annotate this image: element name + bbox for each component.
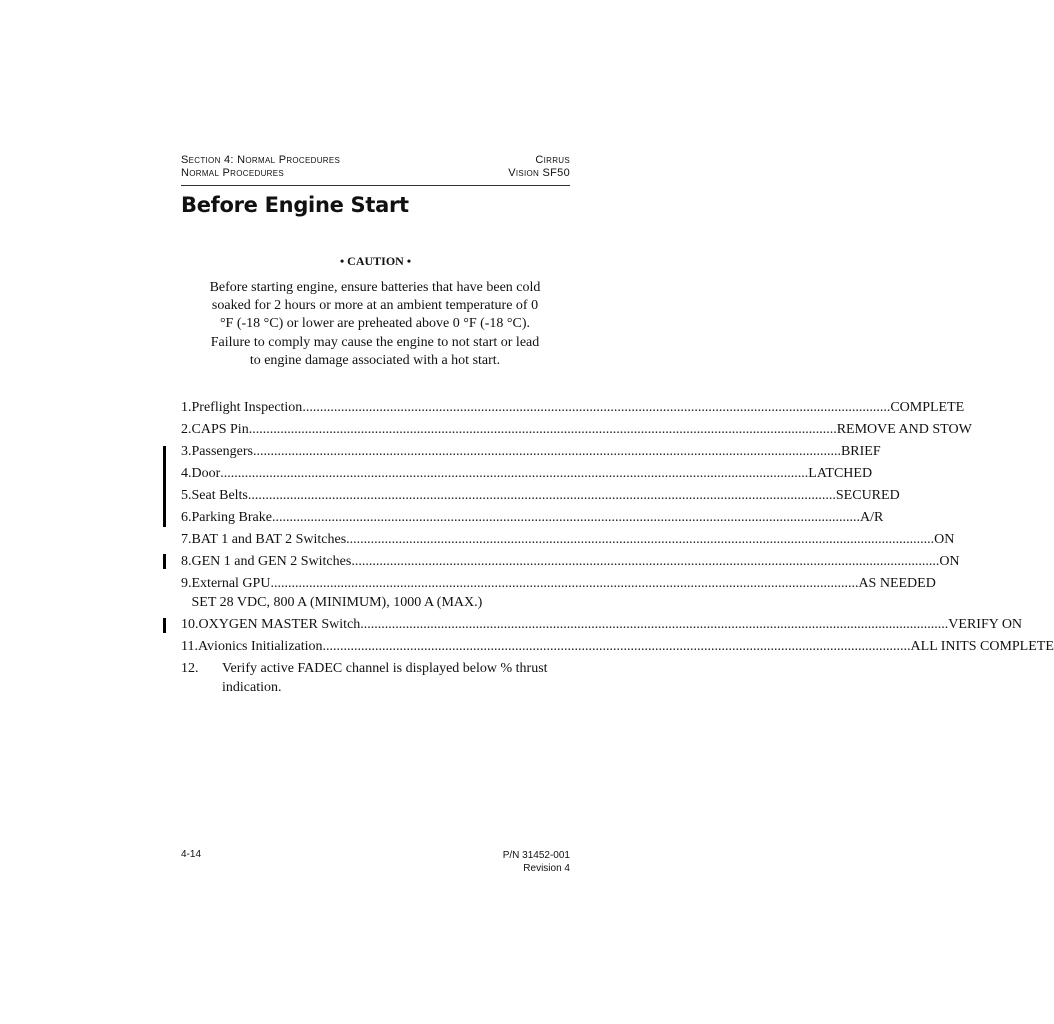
- step-label: Avionics Initialization: [197, 639, 323, 654]
- step-value: COMPLETE: [890, 400, 965, 415]
- checklist-step: [181, 659, 563, 697]
- dot-leader: [220, 464, 808, 483]
- step-label: Passengers: [191, 444, 253, 459]
- brand-label: Cirrus: [535, 154, 570, 166]
- checklist: [181, 398, 1054, 700]
- dot-leader: [346, 530, 934, 549]
- step-value: VERIFY ON: [948, 617, 1023, 632]
- checklist-step: [181, 398, 965, 417]
- step-value: LATCHED: [808, 466, 873, 481]
- checklist-step: [181, 574, 936, 612]
- change-bar: [163, 618, 166, 633]
- step-label: Door: [191, 466, 221, 481]
- step-number: 11.: [181, 639, 198, 654]
- step-number: 3.: [181, 444, 192, 459]
- step-label: External GPU: [191, 576, 271, 591]
- dot-leader: [253, 442, 841, 461]
- step-number: 5.: [181, 488, 192, 503]
- checklist-step: [181, 530, 955, 549]
- step-label: CAPS Pin: [191, 422, 249, 437]
- step-number: 2.: [181, 422, 192, 437]
- checklist-step: [181, 615, 1023, 634]
- step-label: Seat Belts: [191, 488, 248, 503]
- dot-leader: [249, 420, 837, 439]
- page-number: 4-14: [181, 849, 202, 860]
- step-value: ON: [934, 532, 955, 547]
- part-number: P/N 31452-001: [502, 850, 570, 861]
- step-label: OXYGEN MASTER Switch: [198, 617, 361, 632]
- step-subtext: SET 28 VDC, 800 A (MINIMUM), 1000 A (MAX.): [191, 595, 483, 610]
- checklist-step: [181, 420, 972, 439]
- section-label: Section 4: Normal Procedures: [181, 154, 341, 166]
- step-number: 9.: [181, 576, 192, 591]
- step-value: ALL INITS COMPLETE: [910, 639, 1054, 654]
- model-label: Vision SF50: [508, 167, 570, 179]
- checklist-step: [181, 442, 881, 461]
- caution-text: Before starting engine, ensure batteries that have been cold soaked for 2 hours or more at an ambient temperature of 0 °F (-18 °C) or lower are preheated above 0 °F (-18 °C). Failure to comply may cause the engine to not start or lead to engine damage associated with a hot start.: [209, 280, 541, 368]
- dot-leader: [351, 552, 939, 571]
- checklist-step: [181, 637, 1054, 656]
- dot-leader: [270, 574, 858, 593]
- step-number: 7.: [181, 532, 192, 547]
- step-label: BAT 1 and BAT 2 Switches: [191, 532, 347, 547]
- caution-heading: • CAUTION •: [339, 254, 412, 268]
- checklist-step: [181, 464, 873, 483]
- step-label: Parking Brake: [191, 510, 272, 525]
- dot-leader: [360, 615, 948, 634]
- step-number: 10.: [181, 617, 199, 632]
- subsection-label: Normal Procedures: [181, 167, 285, 179]
- checklist-step: [181, 508, 884, 527]
- step-number: 12.: [181, 661, 199, 676]
- step-number: 8.: [181, 554, 192, 569]
- running-header-right: [508, 154, 570, 180]
- change-bar: [163, 554, 166, 569]
- step-number: 6.: [181, 510, 192, 525]
- step-value: BRIEF: [840, 444, 881, 459]
- dot-leader: [272, 508, 860, 527]
- revision: Revision 4: [523, 863, 570, 874]
- running-header-left: [181, 154, 340, 180]
- step-number: 4.: [181, 466, 192, 481]
- header-rule: [181, 185, 570, 186]
- step-value: SECURED: [835, 488, 900, 503]
- step-label: Preflight Inspection: [191, 400, 303, 415]
- dot-leader: [302, 398, 890, 417]
- step-text: Verify active FADEC channel is displayed below % thrust indication.: [222, 661, 548, 695]
- step-value: ON: [939, 554, 960, 569]
- checklist-step: [181, 552, 960, 571]
- dot-leader: [248, 486, 836, 505]
- step-value: AS NEEDED: [858, 576, 936, 591]
- step-value: REMOVE AND STOW: [836, 422, 972, 437]
- page-title: Before Engine Start: [181, 193, 409, 217]
- dot-leader: [323, 637, 911, 656]
- change-bar: [163, 446, 166, 527]
- footer-right: [503, 849, 570, 875]
- step-value: A/R: [859, 510, 884, 525]
- checklist-step: [181, 486, 900, 505]
- step-label: GEN 1 and GEN 2 Switches: [191, 554, 352, 569]
- step-number: 1.: [181, 400, 192, 415]
